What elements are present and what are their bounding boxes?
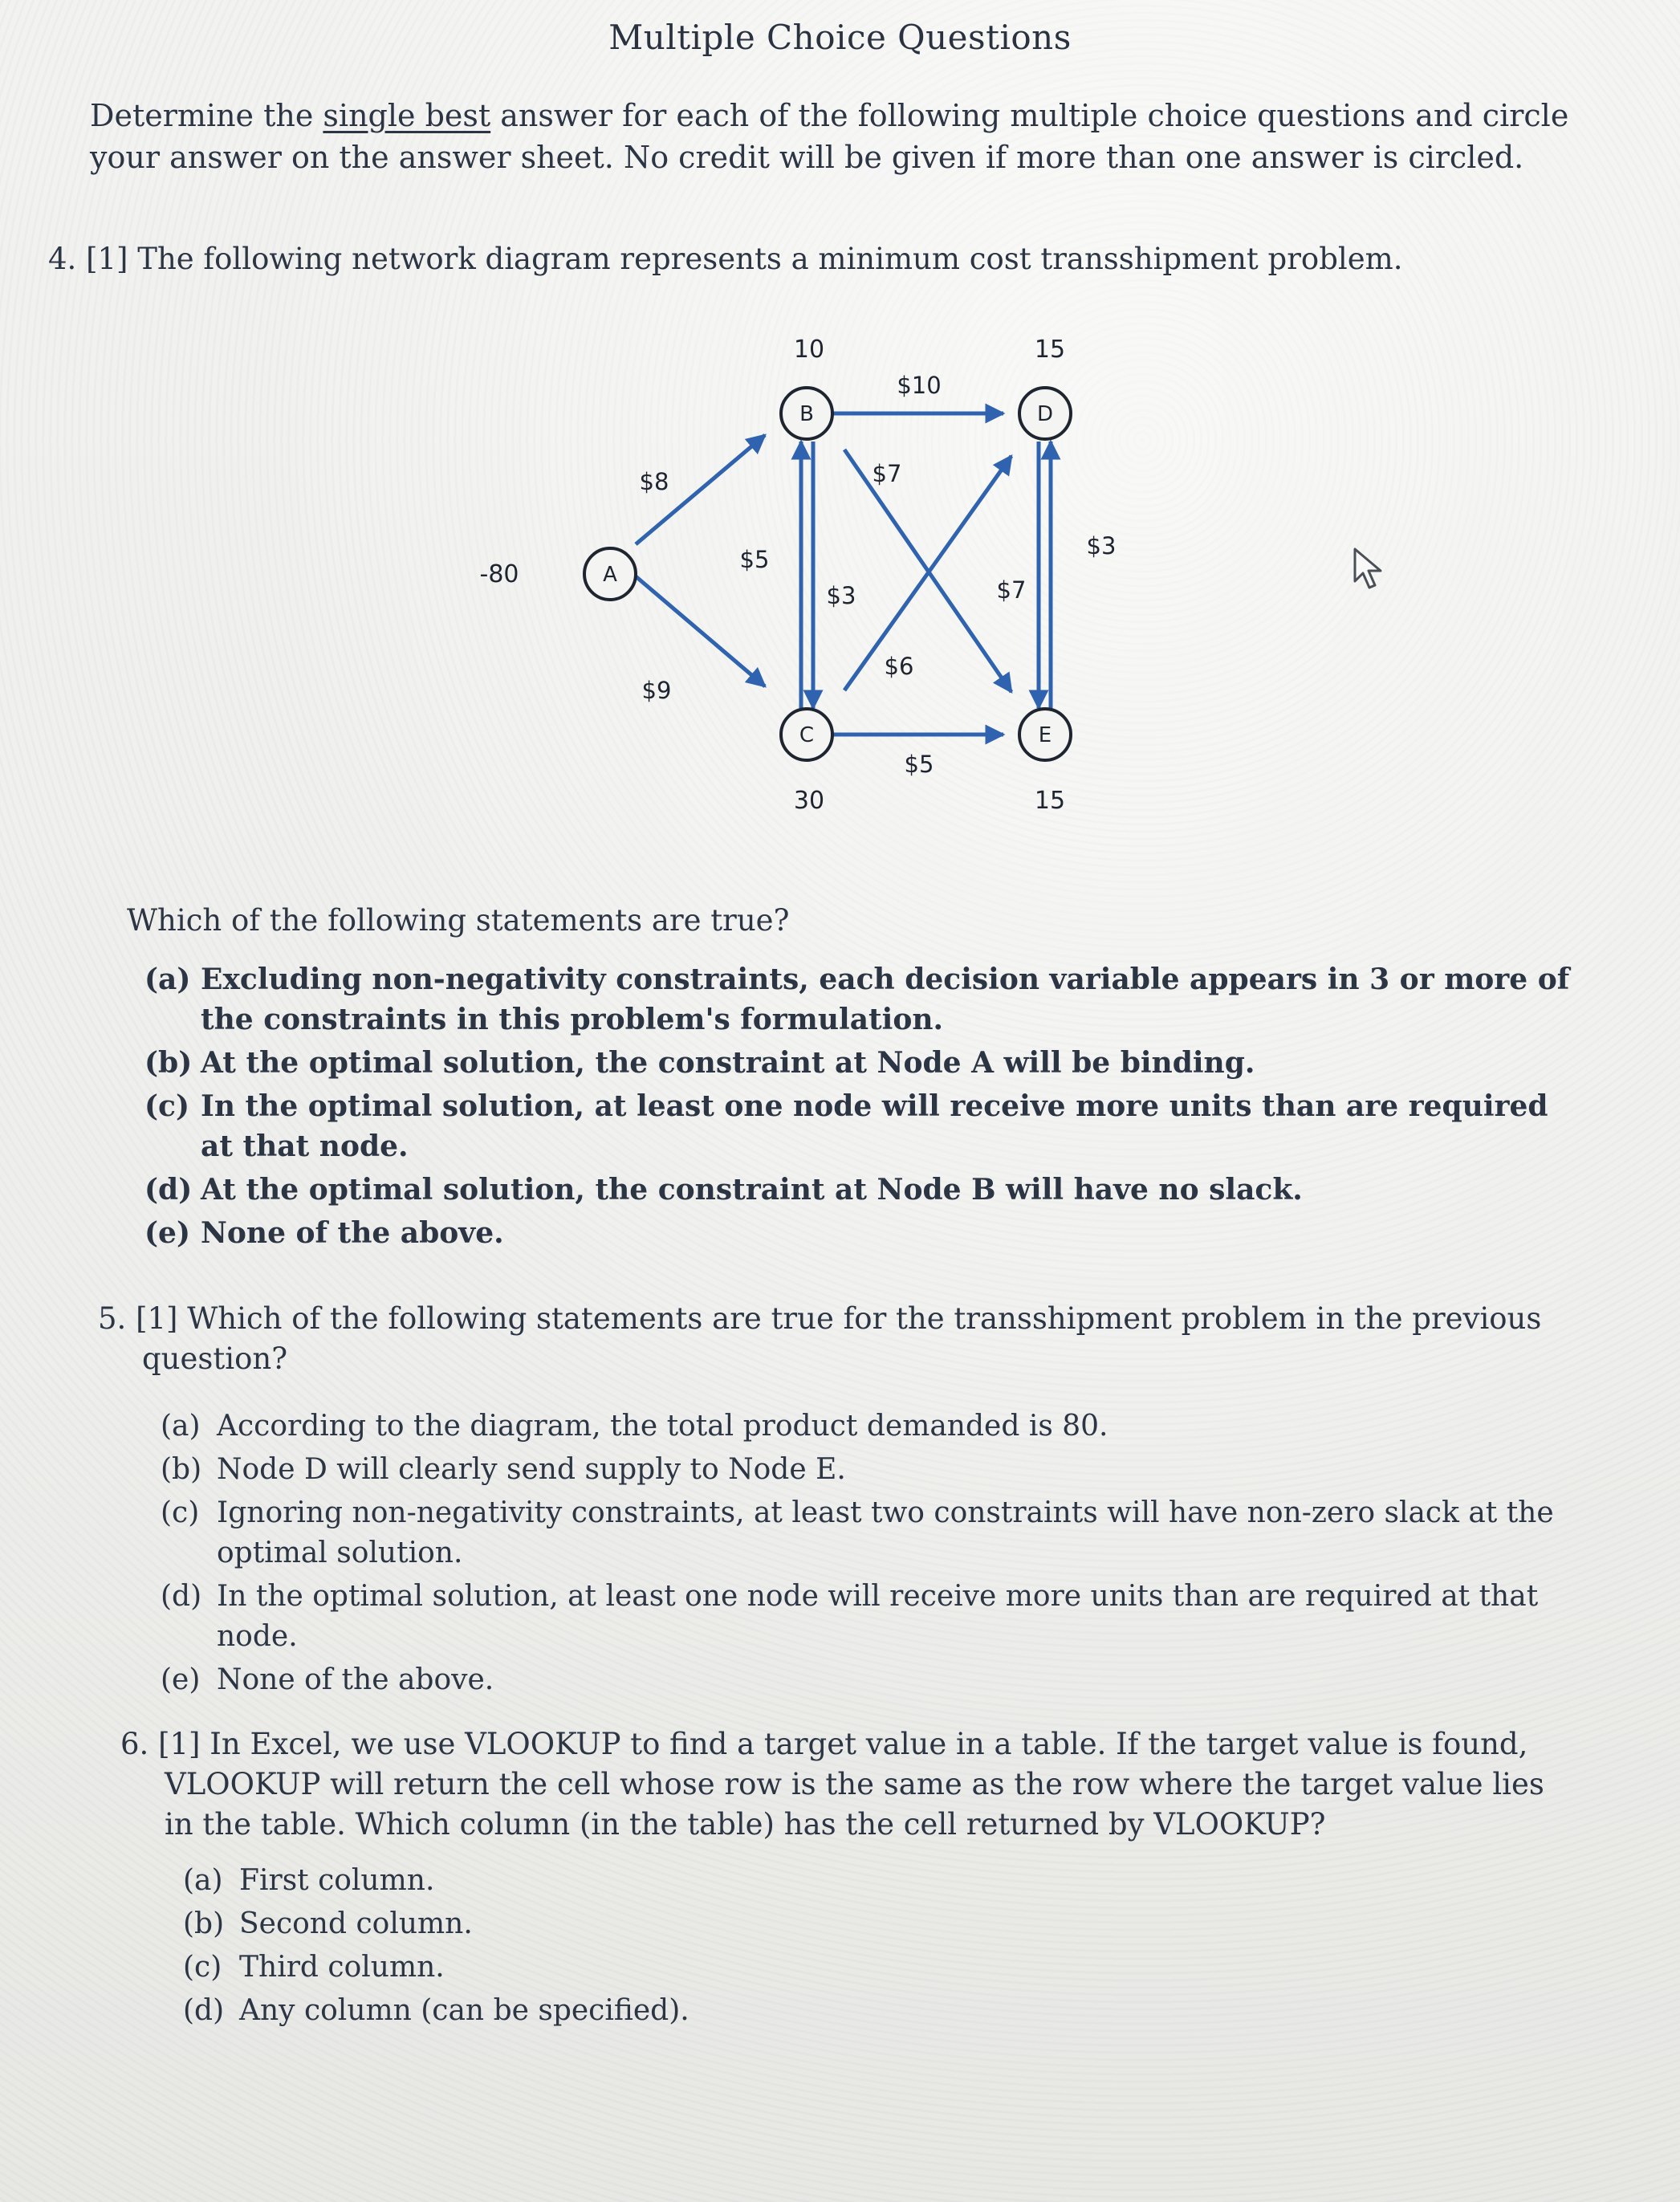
mouse-pointer-icon	[1348, 546, 1389, 594]
q6-option-c-label: (c)	[183, 1951, 222, 1984]
q5-option-a[interactable]	[161, 1406, 1565, 1447]
question-5	[98, 1299, 1583, 1379]
q6-option-b-label: (b)	[183, 1907, 225, 1940]
q5-option-a-label: (a)	[161, 1410, 201, 1443]
q5-option-a-text: According to the diagram, the total product demanded is 80.	[217, 1410, 1108, 1443]
q6-options	[183, 1861, 1146, 2034]
question-6	[120, 1724, 1557, 1845]
q4-option-e[interactable]	[144, 1213, 1581, 1253]
q6-option-a[interactable]	[183, 1861, 1146, 1901]
q4-option-a-text: Excluding non-negativity constraints, each decision variable appears in 3 or more of the constraints in this problem's formulation.	[201, 963, 1570, 1036]
q6-option-d[interactable]	[183, 1991, 1146, 2031]
node-c-label: C	[799, 723, 815, 747]
q4-option-a[interactable]	[144, 959, 1581, 1040]
cost-e-d: $3	[1086, 532, 1117, 560]
q4-option-b[interactable]	[144, 1043, 1581, 1083]
instructions-part1: Determine the	[90, 98, 323, 133]
q5-option-c-label: (c)	[161, 1496, 200, 1529]
q5-option-b[interactable]	[161, 1450, 1565, 1490]
node-a-supply: -80	[479, 560, 519, 588]
q4-option-d-label: (d)	[144, 1173, 193, 1207]
q5-option-e[interactable]	[161, 1660, 1565, 1700]
q4-option-b-text: At the optimal solution, the constraint at Node A will be binding.	[201, 1046, 1255, 1080]
q4-option-c-text: In the optimal solution, at least one node will receive more units than are required at that node.	[201, 1089, 1548, 1163]
cost-c-e: $5	[904, 751, 934, 778]
cost-d-e: $7	[996, 576, 1027, 604]
question-4	[48, 239, 1637, 279]
q6-number: 6.	[120, 1727, 149, 1761]
q5-option-e-label: (e)	[161, 1663, 201, 1696]
q6-points: [1]	[158, 1727, 201, 1761]
q5-option-d-label: (d)	[161, 1580, 202, 1613]
cost-b-c: $3	[826, 582, 856, 609]
q5-stem	[98, 1299, 1583, 1379]
node-b-supply: 10	[793, 336, 825, 364]
node-d-label: D	[1036, 402, 1054, 426]
q4-option-d[interactable]	[144, 1170, 1581, 1210]
q5-option-c-text: Ignoring non-negativity constraints, at least two constraints will have non-zero slack at the optimal solution.	[217, 1496, 1554, 1569]
node-b-label: B	[799, 402, 814, 426]
node-d-supply: 15	[1034, 336, 1066, 364]
q6-stem	[120, 1724, 1557, 1845]
q5-option-c[interactable]	[161, 1493, 1565, 1573]
node-e-supply: 15	[1034, 787, 1066, 815]
node-c-supply: 30	[793, 787, 825, 815]
q4-points: [1]	[86, 242, 128, 276]
q4-options	[144, 959, 1581, 1256]
q5-text: Which of the following statements are true for the transshipment problem in the previous question?	[142, 1301, 1542, 1376]
q6-option-b-text: Second column.	[239, 1907, 473, 1940]
q5-option-d[interactable]	[161, 1577, 1565, 1657]
cost-c-d: $6	[884, 653, 914, 680]
node-a-label: A	[603, 563, 617, 587]
arc-a-c	[636, 576, 765, 686]
cost-b-d: $10	[897, 372, 942, 399]
cost-c-b: $5	[739, 546, 770, 573]
cost-b-e: $7	[872, 460, 902, 487]
instructions-part2: answer for each of the following multiple choice questions and circle your answer on the answer sheet. No credit will be given if more than one answer is circled.	[90, 98, 1569, 175]
q6-text: In Excel, we use VLOOKUP to find a target value in a table. If the target value is found, VLOOKUP will return the cell whose row is the same as the row where the target value lies in the table. Which column (in the table) has the cell returned by VLOOKUP?	[165, 1727, 1544, 1842]
q5-option-d-text: In the optimal solution, at least one node will receive more units than are required at that node.	[217, 1580, 1539, 1653]
q4-option-c[interactable]	[144, 1086, 1581, 1166]
q6-option-d-text: Any column (can be specified).	[239, 1994, 689, 2027]
q6-option-a-text: First column.	[239, 1864, 435, 1897]
q5-option-e-text: None of the above.	[217, 1663, 494, 1696]
q4-option-d-text: At the optimal solution, the constraint at Node B will have no slack.	[201, 1173, 1303, 1207]
q5-number: 5.	[98, 1301, 127, 1336]
page-title: Multiple Choice Questions	[608, 18, 1072, 57]
cost-a-c: $9	[641, 677, 672, 704]
cost-a-b: $8	[639, 468, 669, 495]
node-e-label: E	[1038, 723, 1052, 747]
q6-option-c-text: Third column.	[239, 1951, 445, 1984]
q5-option-b-label: (b)	[161, 1453, 202, 1486]
q4-option-c-label: (c)	[144, 1089, 189, 1123]
q6-option-a-label: (a)	[183, 1864, 223, 1897]
q4-prompt: Which of the following statements are true?	[127, 903, 790, 938]
q4-text: The following network diagram represents a minimum cost transshipment problem.	[137, 242, 1403, 276]
q4-number: 4.	[48, 242, 77, 276]
q6-option-b[interactable]	[183, 1904, 1146, 1944]
q5-options	[161, 1406, 1565, 1703]
instructions-underlined: single best	[323, 98, 491, 133]
instructions	[90, 95, 1635, 178]
q5-option-b-text: Node D will clearly send supply to Node E.	[217, 1453, 846, 1486]
q4-option-e-label: (e)	[144, 1216, 190, 1250]
q4-option-e-text: None of the above.	[201, 1216, 504, 1250]
q6-option-d-label: (d)	[183, 1994, 225, 2027]
q6-option-c[interactable]	[183, 1948, 1146, 1988]
q4-option-a-label: (a)	[144, 963, 191, 996]
q4-option-b-label: (b)	[144, 1046, 193, 1080]
q5-points: [1]	[136, 1301, 178, 1336]
network-diagram	[449, 321, 1172, 835]
